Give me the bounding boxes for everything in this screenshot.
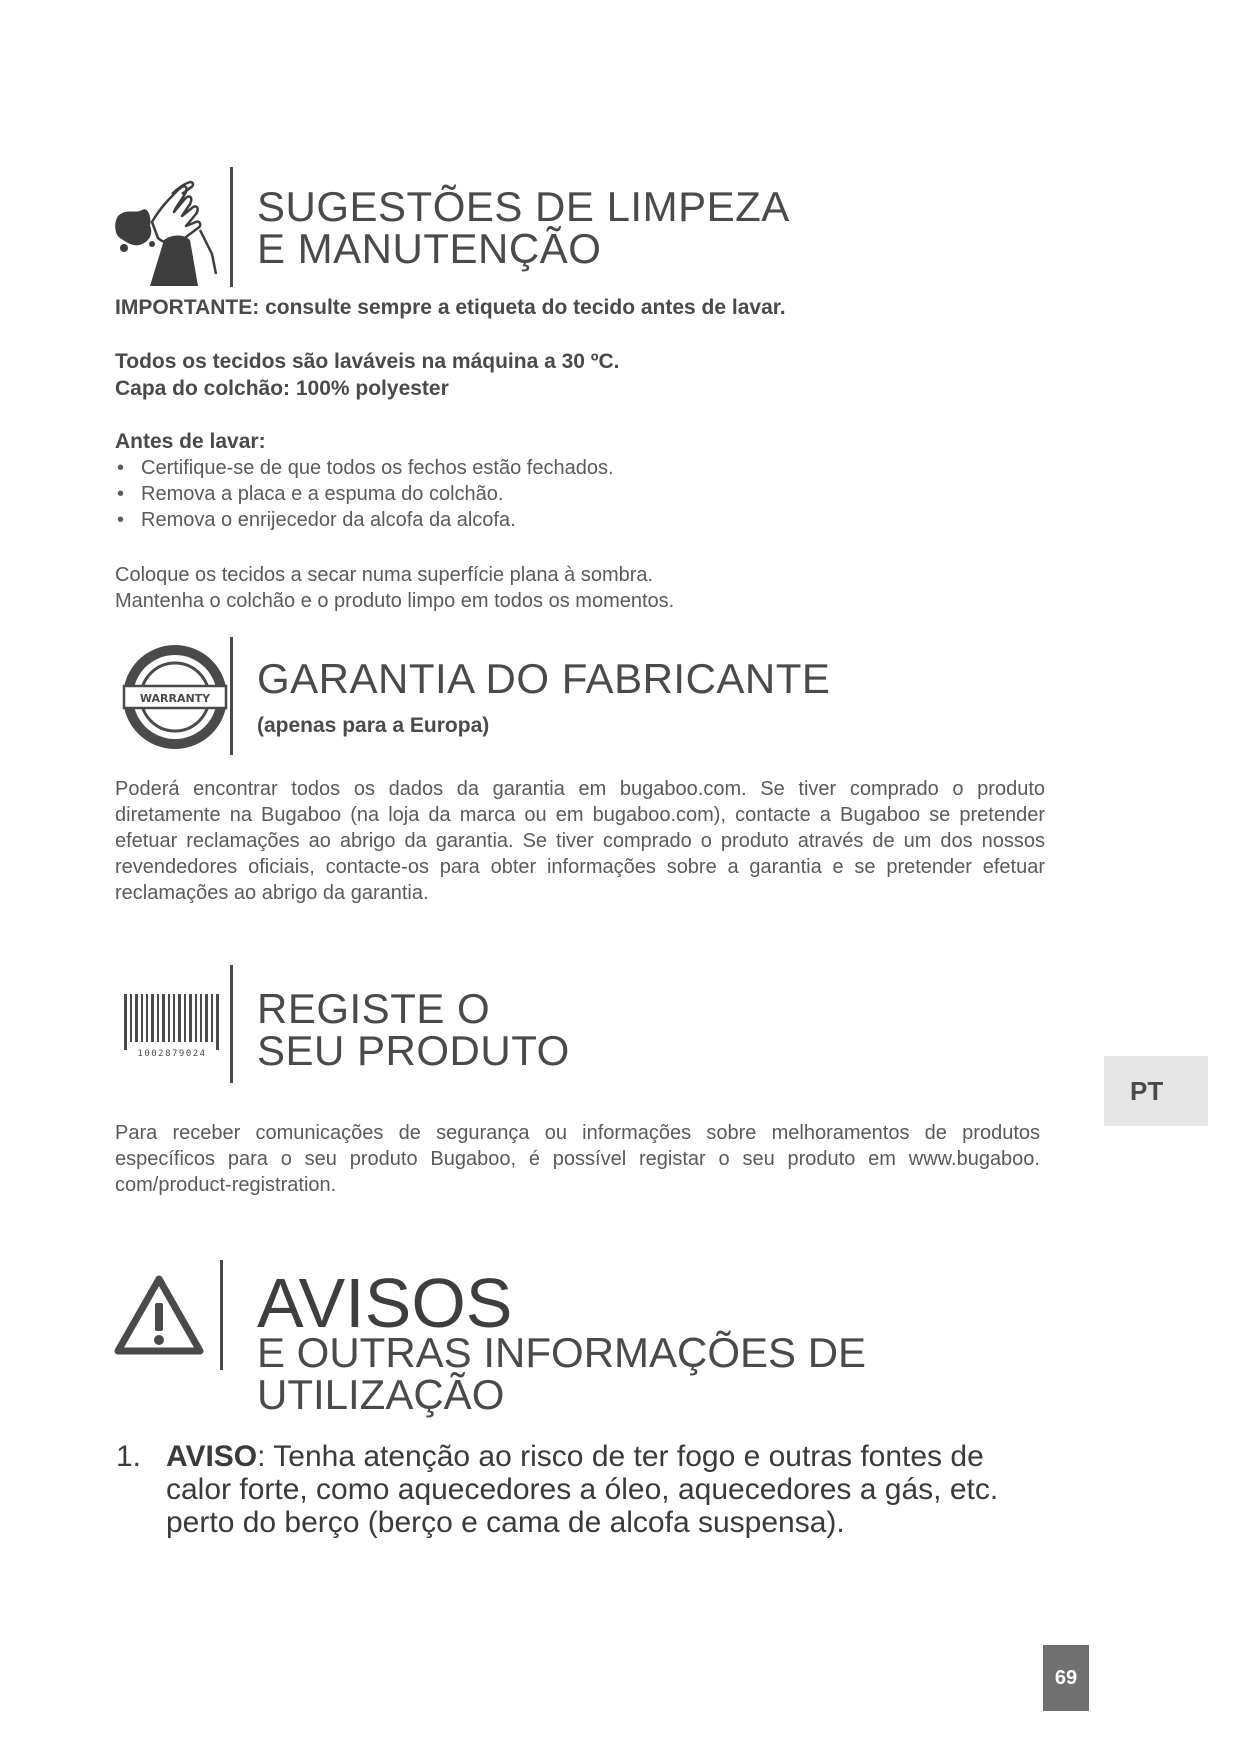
- svg-text:1002879024: 1002879024: [137, 1049, 207, 1059]
- warning-item: [116, 1440, 1046, 1539]
- warranty-body: Poderá encontrar todos os dados da garantia em bugaboo.com. Se tiver comprado o produto diretamente na Bugaboo (na loja da marca ou em bugaboo.com), contacte a Bugaboo se pretender efetuar reclamações ao abrigo da garantia. Se tiver comprado o produto através de um dos nossos revendedores oficiais, contacte-os para obter informações sobre a garantia e se pretender efetuar reclamações ao abrigo da garantia.: [115, 778, 1045, 904]
- register-title: [257, 985, 570, 1074]
- hand-wash-icon: [112, 178, 230, 286]
- page-number: 69: [1043, 1645, 1089, 1711]
- warning-item-number: 1.: [116, 1440, 142, 1473]
- warranty-title: GARANTIA DO FABRICANTE: [257, 655, 831, 702]
- warning-item-label: AVISO: [166, 1440, 258, 1473]
- warnings-subtitle-line2: UTILIZAÇÃO: [257, 1371, 505, 1418]
- list-item: • Remova o enrijecedor da alcofa da alcofa.: [115, 507, 614, 533]
- warranty-seal-icon: [122, 638, 228, 756]
- warranty-subtitle: (apenas para a Europa): [257, 714, 490, 737]
- before-wash-heading: Antes de lavar:: [115, 430, 266, 453]
- before-wash-list: [115, 455, 614, 533]
- warnings-subtitle: [257, 1329, 867, 1418]
- machine-wash-note: Todos os tecidos são laváveis na máquina a 30 ºC.: [115, 350, 620, 373]
- drying-instruction: Coloque os tecidos a secar numa superfície plana à sombra.: [115, 564, 654, 586]
- list-item: • Remova a placa e a espuma do colchão.: [115, 481, 614, 507]
- warning-item-text: : Tenha atenção ao risco de ter fogo e outras fontes de calor forte, como aquecedores a óleo, aquecedores a gás, etc. perto do berço (berço e cama de alcofa suspensa).: [166, 1440, 999, 1539]
- warnings-subtitle-line1: E OUTRAS INFORMAÇÕES DE: [257, 1329, 867, 1376]
- important-note: IMPORTANTE: consulte sempre a etiqueta do tecido antes de lavar.: [115, 296, 786, 319]
- barcode-icon: [124, 994, 224, 1064]
- cleaning-title: [257, 183, 790, 272]
- cleaning-title-line1: SUGESTÕES DE LIMPEZA: [257, 183, 790, 230]
- register-title-line2: SEU PRODUTO: [257, 1027, 570, 1074]
- list-item: • Certifique-se de que todos os fechos estão fechados.: [115, 455, 614, 481]
- mattress-cover-note: Capa do colchão: 100% polyester: [115, 377, 449, 400]
- language-tab: PT: [1104, 1056, 1208, 1126]
- cleaning-divider: [230, 167, 233, 287]
- warning-triangle-icon: [114, 1275, 204, 1355]
- register-divider: [230, 965, 233, 1083]
- register-title-line1: REGISTE O: [257, 985, 491, 1032]
- register-body: Para receber comunicações de segurança ou informações sobre melhoramentos de produtos específicos para o seu produto Bugaboo, é possível registar o seu produto em www.bugaboo. com/product-registration.: [115, 1122, 1040, 1196]
- maintenance-instruction: Mantenha o colchão e o produto limpo em todos os momentos.: [115, 590, 675, 612]
- warnings-title: AVISOS: [257, 1264, 513, 1342]
- warranty-divider: [230, 637, 233, 755]
- cleaning-title-line2: E MANUTENÇÃO: [257, 225, 602, 272]
- svg-text:WARRANTY: WARRANTY: [139, 692, 211, 705]
- warnings-divider: [220, 1260, 223, 1370]
